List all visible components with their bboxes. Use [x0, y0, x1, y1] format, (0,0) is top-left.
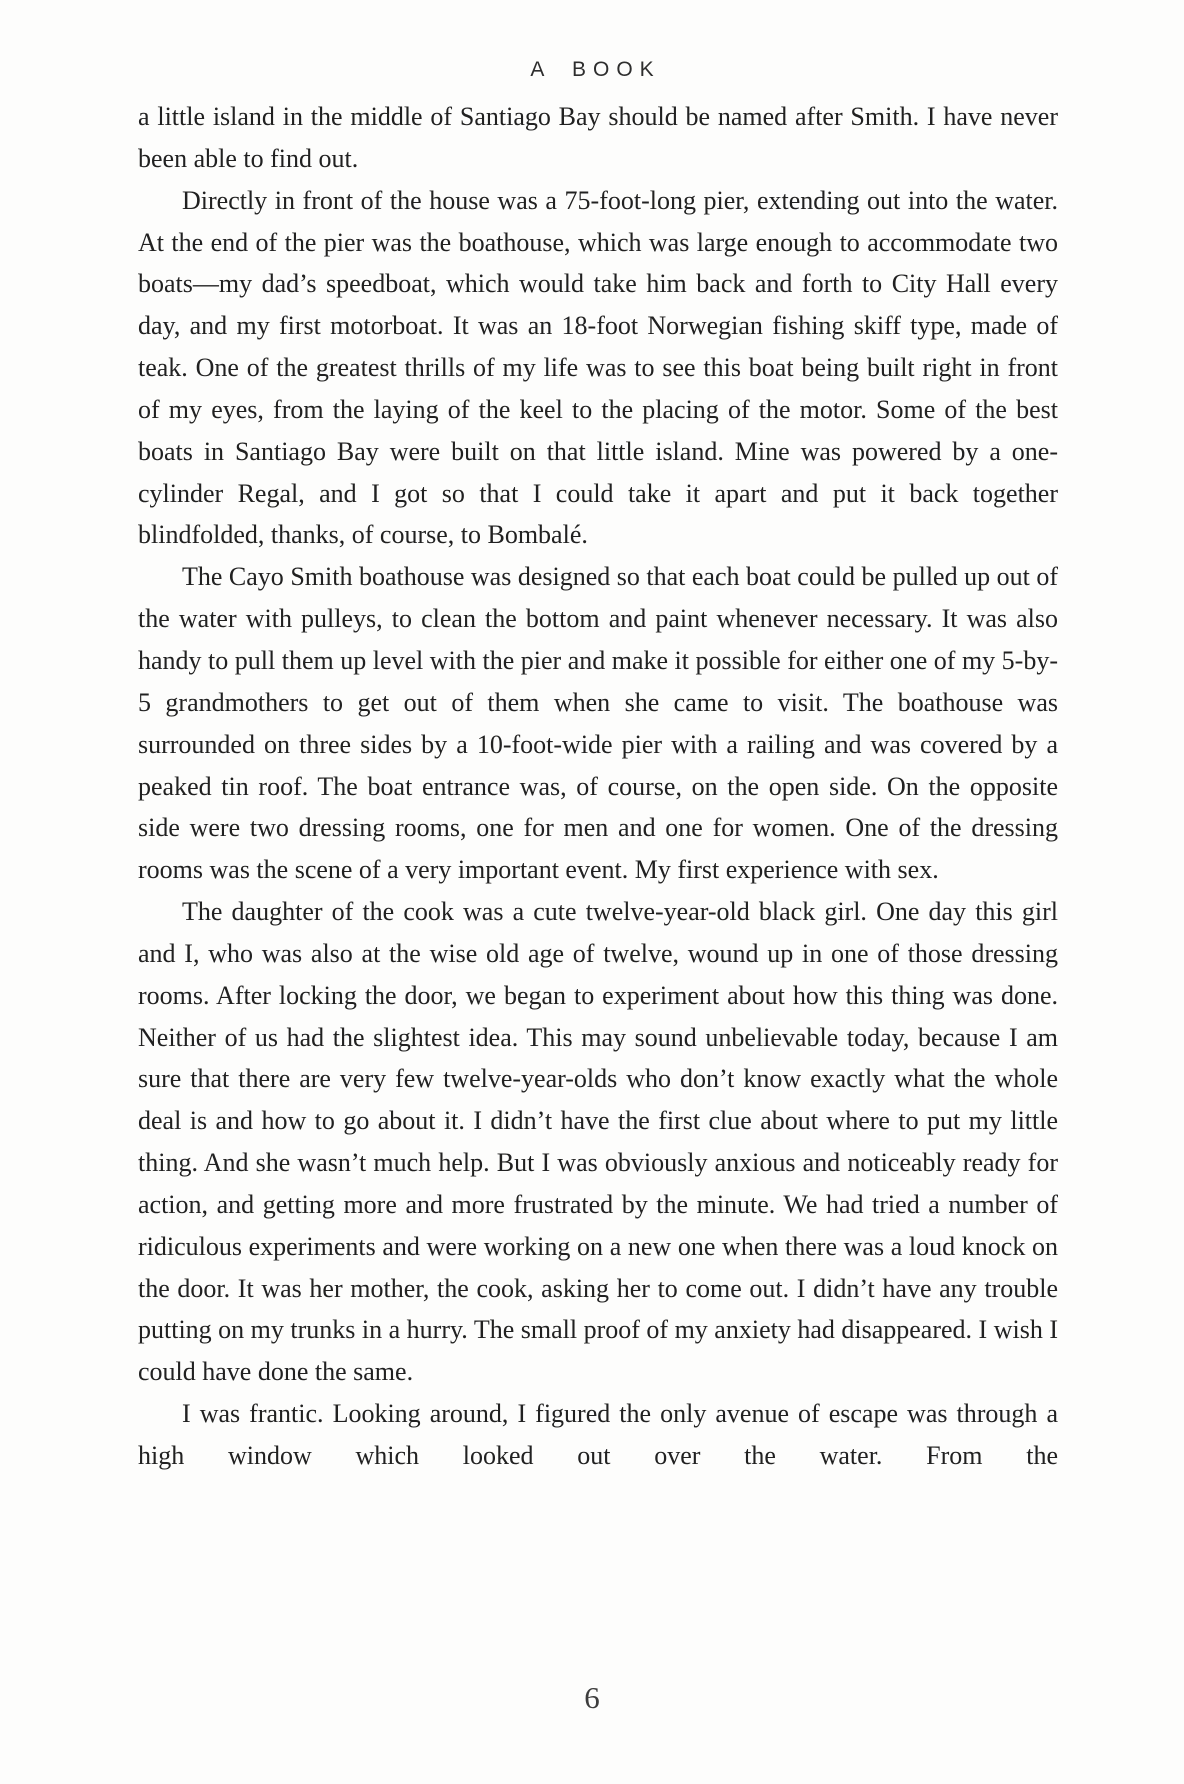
paragraph: Directly in front of the house was a 75-foot-long pier, extending out into the water. At the end of the pier was the boathouse, which was large enough to accommodate two boats—my dad’s speedboat, which would take him back and forth to City Hall every day, and my first motorboat. It was an 18-foot Norwegian fishing skiff type, made of teak. One of the greatest thrills of my life was to see this boat being built right in front of my eyes, from the laying of the keel to the placing of the motor. Some of the best boats in Santiago Bay were built on that little island. Mine was powered by a one-cylinder Regal, and I got so that I could take it apart and put it back together blindfolded, thanks, of course, to Bombalé.: [138, 185, 1058, 550]
page-number: 6: [584, 1680, 600, 1715]
paragraph: The Cayo Smith boathouse was designed so that each boat could be pulled up out of the water with pulleys, to clean the bottom and paint whenever necessary. It was also handy to pull them up level with the pier and make it possible for either one of my 5-by-5 grandmothers to get out of them when she came to visit. The boathouse was surrounded on three sides by a 10-foot-wide pier with a railing and was covered by a peaked tin roof. The boat entrance was, of course, on the open side. On the opposite side were two dressing rooms, one for men and one for women. One of the dressing rooms was the scene of a very important event. My first experience with sex.: [138, 562, 1058, 885]
paragraph: The daughter of the cook was a cute twelve-year-old black girl. One day this girl and I, who was also at the wise old age of twelve, wound up in one of those dressing rooms. After locking the door, we began to experiment about how this thing was done. Neither of us had the slightest idea. This may sound unbelievable today, because I am sure that there are very few twelve-year-olds who don’t know exactly what the whole deal is and how to go about it. I didn’t have the first clue about where to put my little thing. And she wasn’t much help. But I was obviously anxious and noticeably ready for action, and getting more and more frustrated by the minute. We had tried a number of ridiculous experiments and were working on a new one when there was a loud knock on the door. It was her mother, the cook, asking her to come out. I didn’t have any trouble putting on my trunks in a hurry. The small proof of my anxiety had disappeared. I wish I could have done the same.: [138, 897, 1058, 1387]
body-text: [138, 96, 1058, 1666]
paragraph: a little island in the middle of Santiago Bay should be named after Smith. I have never been able to find out.: [138, 102, 1058, 173]
paragraph: I was frantic. Looking around, I figured the only avenue of escape was through a high window which looked out over the water. From the: [138, 1399, 1058, 1470]
running-head: A BOOK: [530, 58, 661, 81]
